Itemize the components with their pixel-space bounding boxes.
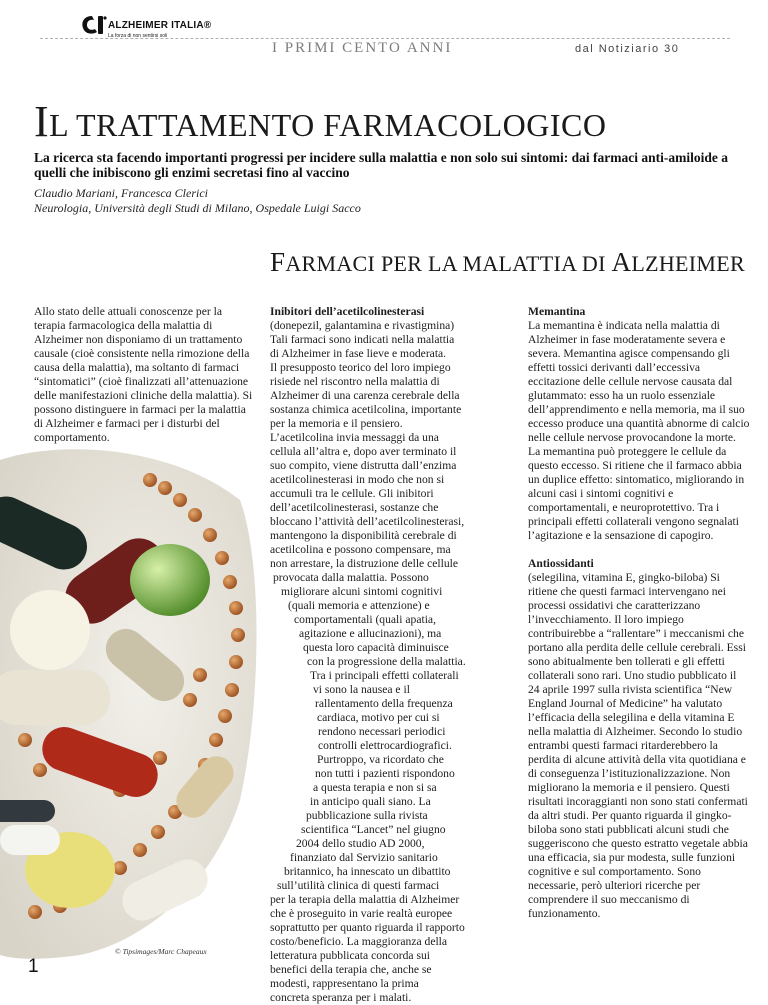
section-end: LZHEIMER [631, 251, 745, 276]
inibitori-line: (donepezil, galantamina e rivastigmina) [270, 319, 455, 332]
inibitori-line: bloccano l’attività dell’acetilcolinesterasi, [270, 515, 465, 528]
inibitori-line: scientifica “Lancet” nel giugno [301, 823, 446, 836]
inibitori-line: sull’utilità clinica di questi farmaci [277, 879, 440, 892]
page-number: 1 [28, 956, 39, 977]
inibitori-line: vi sono la nausea e il [313, 683, 410, 696]
article-subtitle: La ricerca sta facendo importanti progressi per incidere sulla malattia e non solo sui sintomi: dai farmaci anti-amiloide a quelli che inibiscono gli enzimi secretasi fino al vaccino [34, 150, 728, 180]
section-mid: ARMACI PER LA MALATTIA DI [285, 251, 612, 276]
inibitori-line: sostanza chimica acetilcolina, importante [270, 403, 462, 416]
inibitori-line: risiede nel riscontro nella malattia di [270, 375, 440, 388]
inibitori-line: agitazione e allucinazioni), ma [299, 627, 442, 640]
pills-photo [0, 440, 268, 970]
inibitori-line: soprattutto per quanto riguarda il rapporto [270, 921, 465, 934]
authors: Claudio Mariani, Francesca Clerici [34, 186, 208, 200]
memantina-paragraph: La memantina è indicata nella malattia di Alzheimer in fase moderatamente severa e severa. Memantina agisce compensando gli effetti tossici derivanti dall’eccessiva eccitazione delle cellule nervose causata dal glutammato: esso ha un ruolo essenziale dell’apprendimento e nella memoria, ma il suo eccesso produce una quantità abnorme di calcio nelle cellule nervose provocandone la morte. La memantina può proteggere le cellule da questo eccesso. Si ritiene che il farmaco abbia un duplice effetto: sintomatico, migliorando in alcuni casi i sintomi cognitivi e comportamentali, e neuroprotettivo. Tra i principali effetti collaterali vengono segnalati l’agitazione e la sensazione di capogiro. [528, 319, 750, 542]
brand-tagline: La forza di non sentirsi soli [108, 33, 168, 39]
inibitori-line: Purtroppo, va ricordato che [317, 753, 444, 766]
byline [34, 186, 361, 216]
inibitori-line: provocata dalla malattia. Possono [273, 571, 429, 584]
inibitori-line: acetilcolina e possono compensare, ma [270, 543, 451, 556]
issue-label: dal Notiziario 30 [575, 43, 680, 55]
antiossidanti-paragraph: (selegilina, vitamina E, gingko-biloba) Si ritiene che questi farmaci intervengano nei processi ossidativi che caratterizzano l’invecchiamento. Il loro impiego contribuirebbe a “rallentare” i meccanismi che portano alla perdita delle cellule cerebrali. Essi sono abitualmente ben tollerati e gli effetti collaterali sono rari. Uno studio pubblicato il 24 aprile 1997 sulla rivista scientifica “New England Journal of Medicine” ha valutato l’efficacia della selegilina e della vitamina E nella malattia di Alzheimer. Secondo lo studio entrambi questi farmaci ritarderebbero la perdita di alcune attività della vita quotidiana e di conseguenza l’istituzionalizzazione. Non migliorano la memoria e il pensiero. Questi risultati incoraggianti non sono stati confermati da altri studi. Per quanto riguarda il gingko-biloba sono stati pubblicati alcuni studi che suggeriscono che questo estratto vegetale abbia una efficacia, sia pur modesta, sulle funzioni cognitive e sul comportamento. Sono necessarie, però ulteriori ricerche per comprendere il suo meccanismo di funzionamento. [528, 571, 748, 920]
inibitori-line: britannico, ha innescato un dibattito [284, 865, 451, 878]
inibitori-line: controlli elettrocardiografici. [318, 739, 452, 752]
inibitori-line: per la memoria e il pensiero. [270, 417, 403, 430]
inibitori-line: a questa terapia e non si sa [313, 781, 437, 794]
photo-credit: © Tipsimages/Marc Chapeaux [115, 947, 207, 956]
inibitori-line: mantengono la disponibilità cerebrale di [270, 529, 457, 542]
brand-name: ALZHEIMER ITALIA® [108, 20, 212, 31]
section-title [270, 247, 745, 278]
inibitori-line: pubblicazione sulla rivista [306, 809, 428, 822]
section-label: I PRIMI CENTO ANNI [272, 40, 453, 56]
memantina-heading: Memantina [528, 305, 586, 318]
affiliation: Neurologia, Università degli Studi di Milano, Ospedale Luigi Sacco [34, 201, 361, 215]
inibitori-line: Tra i principali effetti collaterali [310, 669, 459, 682]
inibitori-line: in anticipo quali siano. La [310, 795, 431, 808]
inibitori-line: Il presupposto teorico del loro impiego [270, 361, 451, 374]
inibitori-line: migliorare alcuni sintomi cognitivi [281, 585, 443, 598]
inibitori-line: (quali memoria e attenzione) e [288, 599, 430, 612]
inibitori-line: non tutti i pazienti rispondono [315, 767, 455, 780]
alzheimer-italia-logo-icon [80, 14, 108, 36]
inibitori-line: benefici della terapia che, anche se [270, 963, 432, 976]
inibitori-heading: Inibitori dell’acetilcolinesterasi [270, 305, 425, 318]
intro-paragraph: Allo stato delle attuali conoscenze per la terapia farmacologica della malattia di Alzheimer non disponiamo di un trattamento causale (cioè consistente nella rimozione della causa della malattia), ma soltanto di farmaci “sintomatici” (cioè finalizzati all’attenuazione delle manifestazioni cliniche della malattia). Si possono distinguere in farmaci per la malattia di Alzheimer e farmaci per i disturbi del comportamento. [34, 305, 253, 444]
inibitori-line: 2004 dello studio AD 2000, [296, 837, 425, 850]
title-rest: L TRATTAMENTO FARMACOLOGICO [49, 107, 607, 143]
inibitori-line: Alzheimer di una carenza cerebrale della [270, 389, 460, 402]
inibitori-line: Tali farmaci sono indicati nella malattia [270, 333, 455, 346]
inibitori-line: per la terapia della malattia di Alzheimer [270, 893, 460, 906]
inibitori-line: non arrestare, la distruzione delle cellule [270, 557, 458, 570]
inibitori-line: cardiaca, motivo per cui si [317, 711, 440, 724]
inibitori-line: rallentamento della frequenza [315, 697, 453, 710]
inibitori-line: questa loro capacità diminuisce [303, 641, 449, 654]
inibitori-line: L’acetilcolina invia messaggi da una [270, 431, 439, 444]
antiossidanti-heading: Antiossidanti [528, 557, 594, 570]
inibitori-line: rendono necessari periodici [318, 725, 446, 738]
inibitori-line: comportamentali (quali apatia, [294, 613, 436, 626]
inibitori-line: dell’acetilcolinesterasi, sostanze che [270, 501, 439, 514]
section-initial-2: A [611, 247, 632, 277]
right-column [528, 305, 750, 921]
inibitori-line: concreta speranza per i malati. [270, 991, 412, 1004]
inibitori-line: acetilcolinesterasi in modo che non si [270, 473, 445, 486]
inibitori-line: modesti, rappresentano la prima [270, 977, 419, 990]
title-initial: I [34, 97, 50, 146]
article-title [34, 96, 606, 147]
inibitori-line: con la progressione della malattia. [307, 655, 466, 668]
inibitori-line: accumuli tra le cellule. Gli inibitori [270, 487, 434, 500]
inibitori-line: cellula all’altra e, dopo aver terminato il [270, 445, 457, 458]
inibitori-section [270, 305, 510, 1005]
inibitori-line: letteratura pubblicata concorda sui [270, 949, 430, 962]
section-initial: F [270, 247, 286, 277]
header-divider [40, 38, 730, 39]
inibitori-line: costo/beneficio. La maggioranza della [270, 935, 448, 948]
inibitori-line: che è proseguito in varie realtà europee [270, 907, 453, 920]
inibitori-line: suo compito, viene distrutta dall’enzima [270, 459, 457, 472]
inibitori-line: finanziato dal Servizio sanitario [290, 851, 438, 864]
inibitori-line: di Alzheimer in fase lieve e moderata. [270, 347, 447, 360]
